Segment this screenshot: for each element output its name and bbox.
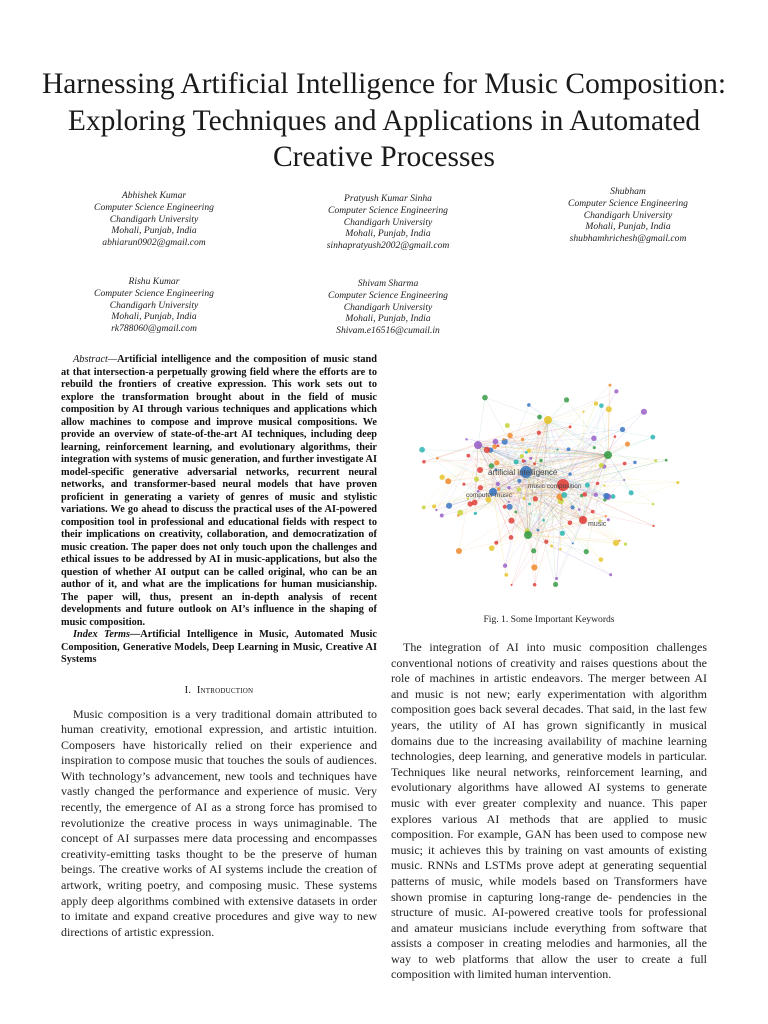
graph-node: [457, 514, 459, 516]
graph-hub-node: [474, 441, 482, 449]
graph-node: [422, 460, 426, 464]
author-org: Chandigarh University: [109, 213, 199, 225]
graph-node: [509, 535, 514, 540]
graph-node: [456, 548, 462, 554]
author-block-1: [44, 190, 264, 249]
section-title: Introduction: [196, 684, 254, 696]
graph-node: [676, 481, 679, 484]
graph-node: [591, 436, 596, 441]
graph-node: [641, 409, 647, 415]
author-dept: Computer Science Engineering: [568, 197, 688, 209]
author-dept: Computer Science Engineering: [328, 204, 448, 216]
graph-node: [474, 477, 479, 482]
graph-node: [508, 518, 514, 524]
graph-label-music: music: [588, 521, 607, 528]
graph-node: [514, 511, 517, 514]
graph-node: [596, 482, 599, 485]
graph-hub-node: [579, 516, 587, 524]
graph-hub-node: [544, 416, 552, 424]
graph-node: [474, 512, 477, 515]
graph-node: [465, 438, 467, 440]
graph-label-computer-music: computer music: [466, 492, 512, 499]
graph-node: [614, 435, 617, 438]
figure-caption: Fig. 1. Some Important Keywords: [483, 614, 615, 625]
graph-node: [609, 573, 612, 576]
graph-node: [559, 548, 562, 551]
author-dept: Computer Science Engineering: [94, 287, 214, 299]
graph-node: [594, 493, 598, 497]
graph-node: [527, 403, 531, 407]
graph-node: [652, 525, 654, 527]
graph-node: [624, 543, 627, 546]
section-number: I.: [184, 684, 192, 696]
graph-label-ai: artificial intelligence: [488, 468, 558, 477]
author-org: Chandigarh University: [343, 216, 433, 228]
left-column: [61, 354, 377, 940]
author-location: Mohali, Punjab, India: [345, 228, 431, 240]
author-name: Rishu Kumar: [128, 276, 180, 287]
author-block-3: [518, 186, 738, 245]
graph-node: [593, 446, 596, 449]
graph-node: [605, 515, 607, 517]
right-paragraph: The integration of AI into music composition challenges conventional notions of creativity and raises questions about the role of machines in artistic endeavors. The merger between AI and music is not new; early experimentation with algorithm composition goes back several decades. That said, in the last few years, the utility of AI has grown significantly in musical domains due to the increasing availability of machine learning technologies, deep learning, and generative models in particular. Techniques like neural networks, reinforcement learning, and evolutionary algorithms have allowed AI systems to generate music with ever greater complexity and nuance. This paper explores various AI methods that are applied to music composition. For example, GAN has been used to compose new music; it achieves this by training on vast amounts of existing music. RNNs and LSTMs prove adept at generating sequential patterns of music, while models based on Transformers have shown promise in capturing long-range de- pendencies in the structure of music. AI-powered creative tools for professional and amateur musicians include everything from software that assists a composer in creating melodies and harmonies, all the way to web platforms that allow the user to create a full composition with limited human intervention.: [391, 640, 707, 982]
author-email: rk788060@gmail.com: [111, 323, 197, 335]
author-name: Pratyush Kumar Sinha: [344, 193, 432, 204]
graph-node: [531, 548, 536, 553]
graph-node: [482, 395, 488, 401]
graph-node: [520, 454, 524, 458]
graph-node: [557, 449, 559, 451]
author-location: Mohali, Punjab, India: [111, 225, 197, 237]
graph-node: [446, 503, 452, 509]
graph-node: [422, 506, 426, 510]
author-org: Chandigarh University: [343, 301, 433, 313]
graph-node: [652, 503, 655, 506]
graph-node: [572, 542, 574, 544]
graph-node: [591, 510, 595, 514]
graph-node: [525, 451, 528, 454]
graph-node: [568, 472, 571, 475]
graph-node: [478, 485, 483, 490]
graph-node: [497, 444, 500, 447]
author-block-4: [44, 276, 264, 335]
graph-node: [607, 518, 610, 521]
graph-node: [620, 427, 625, 432]
author-email: sinhapratyush2002@gmail.com: [326, 240, 450, 252]
graph-hub-node: [524, 531, 532, 539]
author-name: Abhishek Kumar: [121, 190, 187, 201]
graph-node: [654, 459, 657, 462]
intro-paragraph: Music composition is a very traditional domain attributed to human creativity, emotional expression, and artistic intuition. Composers have historically relied on their experience and inspiration to compose music that touches the souls of audiences. With technology’s advancement, new tools and techniques have vastly changed the performance and experience of music. Very recently, the emergence of AI as a strong force has promised to revolutionize the creative process in ways unimaginable. The concept of AI surpasses mere data processing and encompasses creativity-emitting tasks thought to be the preserve of human beings. The creative works of AI systems include the creation of artwork, writing poetry, and composing music. These systems apply deep algorithms combined with extensive datasets in order to imitate and expand creative procedures and give way to new directions of artistic expression.: [61, 706, 377, 939]
graph-node: [594, 401, 598, 405]
graph-node: [561, 492, 567, 498]
graph-node: [582, 492, 587, 497]
author-email: Shivam.e16516@cumail.in: [336, 325, 440, 337]
graph-node: [582, 410, 584, 412]
author-email: shubhamhrichesh@gmail.com: [569, 233, 687, 245]
section-heading: [61, 685, 377, 696]
paper-title: Harnessing Artificial Intelligence for Music Composition: Exploring Techniques and Applications in Automated Creative Processes: [41, 68, 727, 173]
abstract-text: Artificial intelligence and the composition of music stand at that intersection-a perpetually growing field where the efforts are to rebuild the frontiers of creative expression. This work sets out to explore the transformation brought about in the field of music composition by AI through various techniques and applications which allow machines to compose and improve musical compositions. We provide an overview of state-of-the-art AI techniques, including deep learning, reinforcement learning, and evolutionary algorithms, their integration with systems of music generation, and further investigate AI model-specific generative adversarial networks, recurrent neural networks, and transformer-based neural models that have proven proficient in generating a variety of genres of music and stylistic variations. We go ahead to discuss the practical uses of the AI-powered composition tool in professional and educational fields with respect to their implications on creativity, collaboration, and democratization of music creation. The paper does not only touch upon the challenges and ethical issues to be addressed by AI in music-applications, but also the question of whether AI output can be called original, who can be an author of it, and what are the implications for human musicianship. The paper will, thus, present an in-depth analysis of recent developments and future outlook on AI’s influence in the shaping of music composition.: [61, 354, 377, 628]
graph-node: [609, 384, 612, 387]
author-dept: Computer Science Engineering: [328, 289, 448, 301]
graph-node: [569, 425, 572, 428]
graph-node: [633, 461, 636, 464]
keyword-network-figure: [408, 360, 688, 592]
graph-node: [494, 541, 498, 545]
graph-node: [599, 403, 604, 408]
author-email: abhiarun0902@gmail.com: [102, 237, 206, 249]
graph-node: [508, 501, 510, 503]
author-location: Mohali, Punjab, India: [345, 313, 431, 325]
graph-node: [507, 433, 512, 438]
graph-node: [467, 501, 472, 506]
graph-node: [537, 431, 541, 435]
abstract: [61, 354, 377, 629]
author-name: Shubham: [610, 186, 646, 197]
graph-node: [436, 457, 439, 460]
keyword-network-graph: [408, 360, 688, 592]
graph-node: [550, 545, 553, 548]
author-block-2: [278, 193, 498, 252]
graph-node: [539, 459, 542, 462]
graph-node: [445, 478, 451, 484]
graph-node: [578, 508, 580, 510]
graph-node: [665, 459, 668, 462]
graph-node: [497, 488, 500, 491]
graph-node: [553, 582, 558, 587]
graph-node: [585, 482, 590, 487]
graph-node: [477, 467, 483, 473]
abstract-lead: Abstract—: [73, 354, 118, 365]
graph-node: [528, 503, 531, 506]
author-org: Chandigarh University: [109, 299, 199, 311]
graph-node: [529, 457, 532, 460]
author-dept: Computer Science Engineering: [94, 201, 214, 213]
graph-node: [507, 504, 513, 510]
graph-node: [504, 573, 508, 577]
graph-node: [533, 496, 538, 501]
author-location: Mohali, Punjab, India: [585, 221, 671, 233]
graph-node: [614, 389, 618, 393]
graph-node: [517, 487, 521, 491]
graph-node: [440, 514, 444, 518]
graph-node: [503, 564, 507, 568]
graph-node: [571, 505, 575, 509]
graph-node: [568, 520, 573, 525]
graph-node: [599, 463, 604, 468]
graph-node: [599, 557, 604, 562]
index-terms: [61, 629, 377, 667]
graph-node: [521, 438, 525, 442]
graph-node: [533, 462, 536, 465]
graph-node: [623, 479, 625, 481]
graph-node: [650, 435, 655, 440]
graph-node: [584, 549, 589, 554]
graph-node: [496, 482, 500, 486]
graph-node: [537, 415, 542, 420]
graph-node: [560, 531, 565, 536]
graph-node: [466, 454, 470, 458]
author-name: Shivam Sharma: [357, 278, 419, 289]
graph-node: [492, 444, 497, 449]
graph-label-composition: music composition: [528, 483, 582, 490]
graph-node: [517, 479, 521, 483]
right-column: [391, 640, 707, 983]
graph-node: [603, 493, 609, 499]
graph-node: [419, 447, 425, 453]
graph-node: [564, 397, 569, 402]
graph-node: [503, 438, 505, 440]
graph-node: [489, 545, 495, 551]
graph-node: [531, 564, 537, 570]
graph-node: [544, 540, 548, 544]
graph-node: [603, 485, 605, 487]
author-org: Chandigarh University: [583, 209, 673, 221]
graph-node: [613, 540, 619, 546]
graph-node: [432, 504, 436, 508]
graph-hub-node: [604, 451, 612, 459]
graph-node: [439, 475, 444, 480]
author-location: Mohali, Punjab, India: [111, 311, 197, 323]
graph-node: [629, 490, 634, 495]
graph-node: [625, 441, 630, 446]
graph-node: [507, 486, 510, 489]
graph-node: [567, 447, 571, 451]
graph-node: [511, 584, 513, 586]
index-terms-text: Artificial Intelligence in Music, Automated Music Composition, Generative Models, Deep Learning in Music, Creative AI Systems: [61, 629, 377, 665]
graph-node: [533, 583, 537, 587]
graph-node: [555, 577, 558, 580]
graph-node: [522, 497, 525, 500]
graph-node: [505, 423, 510, 428]
graph-node: [542, 519, 545, 522]
graph-node: [484, 447, 490, 453]
graph-node: [623, 462, 627, 466]
graph-node: [606, 406, 612, 412]
graph-node: [503, 505, 507, 509]
graph-node: [494, 460, 499, 465]
author-block-5: [278, 278, 498, 337]
graph-node: [462, 483, 465, 486]
graph-node: [522, 459, 525, 462]
graph-node: [514, 459, 519, 464]
graph-node: [493, 439, 499, 445]
graph-node: [435, 509, 437, 511]
graph-node: [611, 494, 616, 499]
graph-node: [537, 529, 540, 532]
index-terms-lead: Index Terms—: [73, 629, 141, 640]
